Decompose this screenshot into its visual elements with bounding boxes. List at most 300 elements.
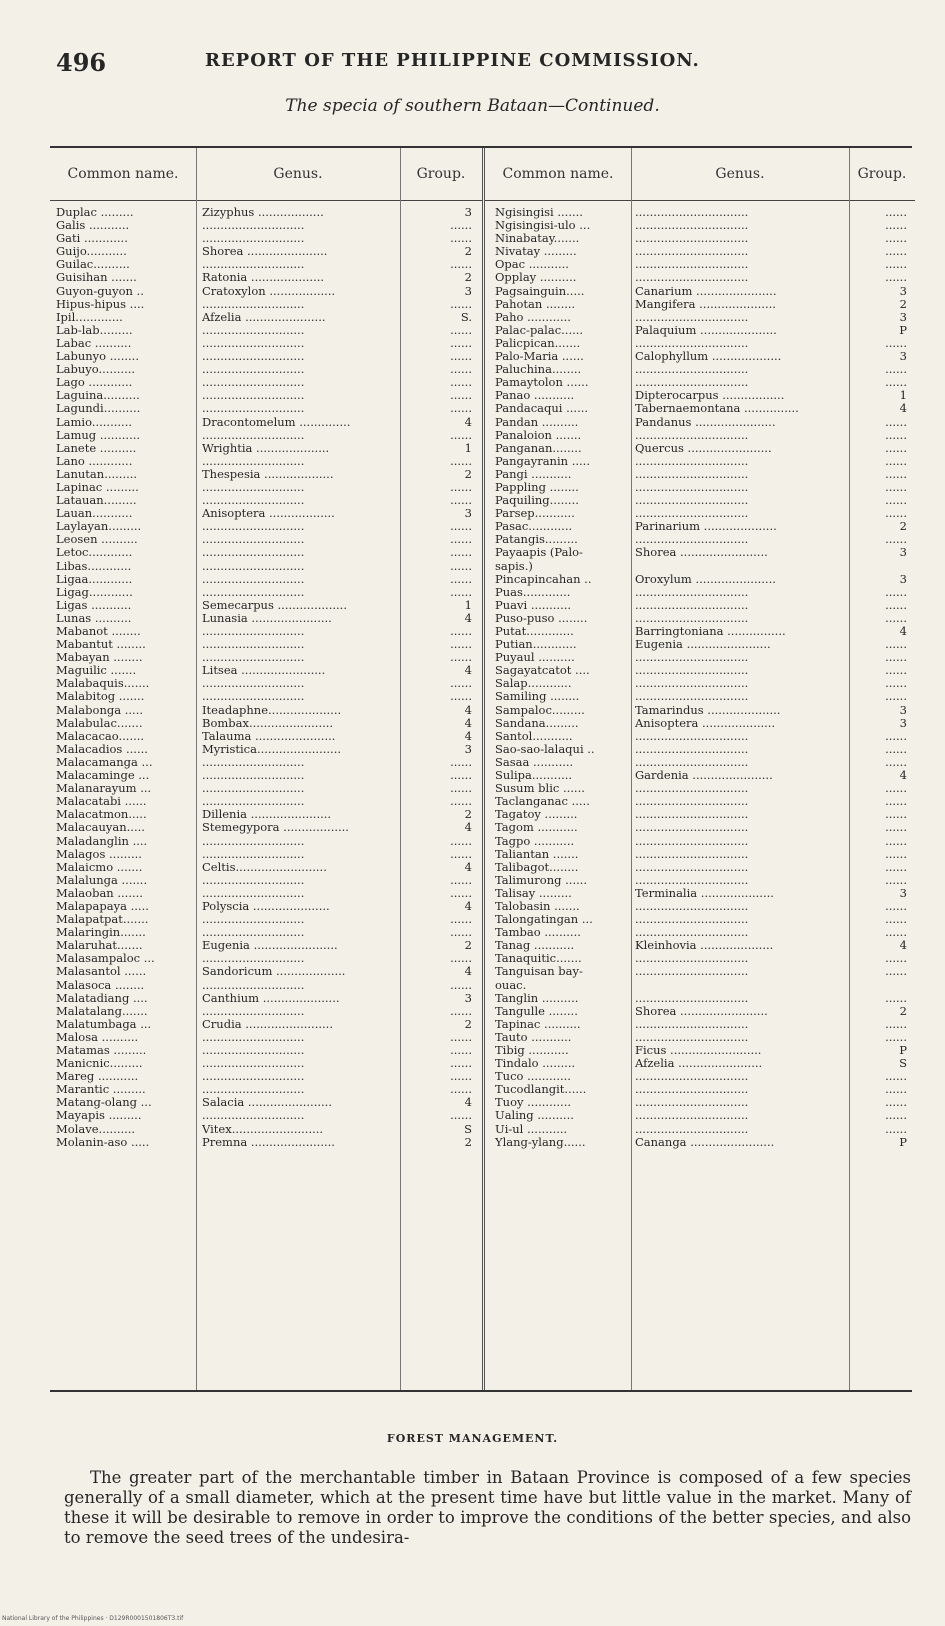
table-row bbox=[485, 219, 915, 232]
header-genus: Genus. bbox=[715, 166, 765, 182]
table-row bbox=[485, 795, 915, 808]
table-row bbox=[50, 468, 482, 481]
genus-cell: Quercus ....................... bbox=[635, 441, 772, 455]
common-name-cell: Panganan........ bbox=[495, 441, 582, 455]
genus-cell: ............................... bbox=[635, 232, 749, 246]
group-cell: 4 bbox=[464, 729, 472, 743]
table-row bbox=[50, 258, 482, 271]
table-row bbox=[50, 494, 482, 507]
table-row bbox=[50, 612, 482, 625]
common-name-cell: Malapatpat....... bbox=[56, 913, 149, 927]
page-number: 496 bbox=[56, 48, 107, 77]
common-name-cell: Malapapaya ..... bbox=[56, 899, 149, 913]
table-row bbox=[50, 586, 482, 599]
common-name-cell: Ngisingisi ....... bbox=[495, 206, 583, 219]
common-name-cell: Galis ........... bbox=[56, 219, 130, 233]
group-cell: ...... bbox=[885, 1017, 907, 1031]
genus-cell: ............................... bbox=[635, 611, 749, 625]
genus-cell: ............................ bbox=[202, 297, 305, 311]
group-cell: 4 bbox=[899, 939, 907, 953]
table-row bbox=[50, 992, 482, 1005]
common-name-cell: Ualing .......... bbox=[495, 1109, 574, 1123]
common-name-cell: Puavi ........... bbox=[495, 598, 572, 612]
group-cell: 2 bbox=[899, 1004, 907, 1018]
group-cell: 3 bbox=[899, 572, 907, 586]
group-cell: ...... bbox=[885, 271, 907, 285]
common-name-cell: Malaringin....... bbox=[56, 926, 146, 940]
table-row bbox=[485, 690, 915, 703]
common-name-cell: Puyaul .......... bbox=[495, 651, 575, 665]
group-cell: ...... bbox=[885, 821, 907, 835]
table-row bbox=[485, 232, 915, 245]
genus-cell: ............................... bbox=[635, 965, 749, 979]
table-row bbox=[50, 507, 482, 520]
genus-cell: ............................... bbox=[635, 991, 749, 1005]
genus-cell: Terminalia .................... bbox=[635, 886, 774, 900]
table-row bbox=[485, 324, 915, 337]
common-name-cell: Malacatmon..... bbox=[56, 808, 147, 822]
common-name-cell: Panao ........... bbox=[495, 389, 575, 403]
table-row bbox=[485, 599, 915, 612]
common-name-cell: Guilac.......... bbox=[56, 258, 130, 272]
genus-cell: Calophyllum ................... bbox=[635, 350, 782, 364]
genus-cell: ............................ bbox=[202, 978, 305, 992]
table-caption: The specia of southern Bataan—Continued. bbox=[285, 96, 660, 116]
table-row bbox=[485, 271, 915, 284]
common-name-cell: Ligaa............ bbox=[56, 572, 133, 586]
common-name-cell: Labunyo ........ bbox=[56, 350, 139, 364]
table-row bbox=[50, 677, 482, 690]
genus-cell: ............................ bbox=[202, 651, 305, 665]
genus-cell: ............................ bbox=[202, 638, 305, 652]
genus-cell: Zizyphus .................. bbox=[202, 206, 324, 219]
genus-cell: Parinarium .................... bbox=[635, 520, 777, 534]
table-row bbox=[485, 1031, 915, 1044]
group-cell: ...... bbox=[885, 1030, 907, 1044]
table-row bbox=[50, 416, 482, 429]
common-name-cell: Talobasin ....... bbox=[495, 899, 580, 913]
common-name-cell: Tagpo ........... bbox=[495, 834, 575, 848]
common-name-cell: Panaloion ....... bbox=[495, 428, 582, 442]
common-name-cell: Labuyo.......... bbox=[56, 363, 136, 377]
table-row bbox=[50, 926, 482, 939]
common-name-cell: Sampaloc......... bbox=[495, 703, 585, 717]
group-cell: ...... bbox=[885, 899, 907, 913]
table-row bbox=[485, 717, 915, 730]
common-name-cell: Ninabatay....... bbox=[495, 232, 580, 246]
genus-cell: ............................ bbox=[202, 1030, 305, 1044]
common-name-cell: Maladanglin .... bbox=[56, 834, 148, 848]
common-name-cell: Malabonga ..... bbox=[56, 703, 144, 717]
genus-cell: ............................ bbox=[202, 1070, 305, 1084]
group-cell: 3 bbox=[464, 991, 472, 1005]
group-cell: ...... bbox=[450, 651, 472, 665]
genus-cell: Crudia ........................ bbox=[202, 1017, 333, 1031]
table-row bbox=[485, 992, 915, 1005]
common-name-cell: Ui-ul ........... bbox=[495, 1122, 568, 1136]
genus-cell: ............................ bbox=[202, 454, 305, 468]
table-row bbox=[50, 1123, 482, 1136]
table-row bbox=[50, 717, 482, 730]
genus-cell: ............................... bbox=[635, 821, 749, 835]
table-row bbox=[50, 560, 482, 573]
table-row bbox=[50, 795, 482, 808]
group-cell: ...... bbox=[885, 690, 907, 704]
group-cell: ...... bbox=[885, 664, 907, 678]
genus-cell: Mangifera ..................... bbox=[635, 297, 776, 311]
table-row bbox=[50, 520, 482, 533]
genus-cell: Dillenia ...................... bbox=[202, 808, 332, 822]
table-row bbox=[50, 324, 482, 337]
common-name-cell: Lanete .......... bbox=[56, 441, 137, 455]
table-row bbox=[485, 848, 915, 861]
table-row bbox=[50, 298, 482, 311]
genus-cell: ............................... bbox=[635, 677, 749, 691]
common-name-cell: Malacacao....... bbox=[56, 729, 145, 743]
table-row bbox=[50, 887, 482, 900]
group-cell: ...... bbox=[450, 795, 472, 809]
genus-cell: Shorea ........................ bbox=[635, 1004, 768, 1018]
common-name-cell: Talibagot........ bbox=[495, 860, 579, 874]
table-row bbox=[485, 455, 915, 468]
table-row bbox=[50, 376, 482, 389]
common-name-cell: Pandacaqui ...... bbox=[495, 402, 589, 416]
genus-cell: ............................ bbox=[202, 585, 305, 599]
genus-cell: ............................... bbox=[635, 651, 749, 665]
common-name-cell: Malatalang....... bbox=[56, 1004, 148, 1018]
genus-cell: ............................... bbox=[635, 1083, 749, 1097]
genus-cell: ............................ bbox=[202, 363, 305, 377]
genus-cell: Eugenia ....................... bbox=[635, 638, 771, 652]
header-common-name: Common name. bbox=[502, 166, 614, 182]
table-row bbox=[485, 782, 915, 795]
table-row bbox=[50, 402, 482, 415]
genus-cell: Talauma ...................... bbox=[202, 729, 336, 743]
group-cell: ...... bbox=[885, 480, 907, 494]
genus-cell: ............................ bbox=[202, 376, 305, 390]
genus-cell: ............................ bbox=[202, 1083, 305, 1097]
group-cell: 2 bbox=[464, 1135, 472, 1149]
genus-cell: ............................ bbox=[202, 834, 305, 848]
common-name-cell: Salap............ bbox=[495, 677, 572, 691]
common-name-cell: Pappling ........ bbox=[495, 480, 579, 494]
genus-cell: Oroxylum ...................... bbox=[635, 572, 776, 586]
table-row bbox=[50, 311, 482, 324]
group-cell: ...... bbox=[885, 533, 907, 547]
table-row bbox=[50, 939, 482, 952]
group-cell: ...... bbox=[885, 467, 907, 481]
group-cell: ...... bbox=[885, 428, 907, 442]
common-name-cell: Malagos ......... bbox=[56, 847, 142, 861]
common-name-cell: Lauan........... bbox=[56, 507, 133, 521]
group-cell: ...... bbox=[885, 742, 907, 756]
common-name-cell: Ipil............. bbox=[56, 310, 123, 324]
group-cell: 3 bbox=[899, 310, 907, 324]
group-cell: ...... bbox=[885, 507, 907, 521]
table-row bbox=[50, 848, 482, 861]
group-cell: P bbox=[899, 323, 907, 337]
table-row bbox=[485, 1005, 915, 1018]
genus-cell: ............................ bbox=[202, 1044, 305, 1057]
common-name-cell: Pasac............ bbox=[495, 520, 573, 534]
table-row bbox=[485, 979, 915, 992]
common-name-cell: Tanaquitic....... bbox=[495, 952, 582, 966]
group-cell: ...... bbox=[885, 219, 907, 233]
group-cell: ...... bbox=[450, 886, 472, 900]
common-name-cell: Sulipa........... bbox=[495, 769, 573, 783]
common-name-cell: Tanag ........... bbox=[495, 939, 575, 953]
group-cell: 4 bbox=[464, 415, 472, 429]
table-row bbox=[485, 926, 915, 939]
genus-cell: Anisoptera .................. bbox=[202, 507, 335, 521]
genus-cell: ............................... bbox=[635, 507, 749, 521]
table-row bbox=[485, 861, 915, 874]
table-row bbox=[485, 651, 915, 664]
group-cell: S bbox=[899, 1057, 907, 1071]
group-cell: 2 bbox=[464, 245, 472, 259]
table-row bbox=[485, 743, 915, 756]
group-cell: ...... bbox=[450, 402, 472, 416]
table-row bbox=[50, 952, 482, 965]
common-name-cell: Malaoban ....... bbox=[56, 886, 143, 900]
genus-cell: ............................ bbox=[202, 533, 305, 547]
table-row bbox=[50, 455, 482, 468]
genus-cell: Anisoptera .................... bbox=[635, 716, 776, 730]
common-name-cell: Paquiling........ bbox=[495, 494, 579, 508]
common-name-cell: Malabulac....... bbox=[56, 716, 143, 730]
group-cell: ...... bbox=[450, 1070, 472, 1084]
common-name-cell: Laylayan......... bbox=[56, 520, 142, 534]
common-name-cell: Ligag............ bbox=[56, 585, 133, 599]
table-row bbox=[50, 690, 482, 703]
common-name-cell: Leosen .......... bbox=[56, 533, 138, 547]
table-row bbox=[50, 363, 482, 376]
table-row bbox=[50, 704, 482, 717]
group-cell: ...... bbox=[885, 1109, 907, 1123]
table-row bbox=[485, 560, 915, 573]
common-name-cell: Opac ........... bbox=[495, 258, 569, 272]
group-cell: ...... bbox=[885, 755, 907, 769]
group-cell: ...... bbox=[450, 1109, 472, 1123]
common-name-cell: Tuco ............ bbox=[495, 1070, 571, 1084]
group-cell: ...... bbox=[450, 873, 472, 887]
table-row bbox=[485, 1057, 915, 1070]
genus-cell: Thespesia ................... bbox=[202, 467, 334, 481]
genus-cell: Lunasia ...................... bbox=[202, 611, 332, 625]
genus-cell: ............................ bbox=[202, 755, 305, 769]
table-row bbox=[485, 1083, 915, 1096]
table-row bbox=[485, 638, 915, 651]
group-cell: 1 bbox=[464, 441, 472, 455]
table-row bbox=[50, 1109, 482, 1122]
common-name-cell: Malanarayum ... bbox=[56, 782, 152, 796]
genus-cell: ............................... bbox=[635, 847, 749, 861]
table-row bbox=[485, 494, 915, 507]
genus-cell: ............................ bbox=[202, 873, 305, 887]
table-row bbox=[485, 913, 915, 926]
genus-cell: Premna ....................... bbox=[202, 1135, 335, 1149]
genus-cell: Afzelia ....................... bbox=[635, 1057, 763, 1071]
group-cell: 2 bbox=[464, 467, 472, 481]
common-name-cell: Lanutan......... bbox=[56, 467, 138, 481]
group-cell: ...... bbox=[885, 651, 907, 665]
common-name-cell: Puso-puso ........ bbox=[495, 611, 588, 625]
common-name-cell: Matang-olang ... bbox=[56, 1096, 152, 1110]
group-cell: ...... bbox=[450, 1030, 472, 1044]
group-cell: ...... bbox=[450, 219, 472, 233]
group-cell: 2 bbox=[464, 1017, 472, 1031]
common-name-cell: Mabanot ........ bbox=[56, 625, 141, 638]
group-cell: ...... bbox=[885, 860, 907, 874]
table-row bbox=[485, 677, 915, 690]
genus-cell: ............................ bbox=[202, 677, 305, 691]
group-cell: ...... bbox=[450, 952, 472, 966]
group-cell: 4 bbox=[464, 965, 472, 979]
genus-cell: ............................... bbox=[635, 795, 749, 809]
table-row bbox=[50, 232, 482, 245]
common-name-cell: Sagayatcatot .... bbox=[495, 664, 590, 678]
table-row bbox=[485, 939, 915, 952]
genus-cell: ............................ bbox=[202, 1004, 305, 1018]
common-name-cell: Mareg ........... bbox=[56, 1070, 139, 1084]
genus-cell: ............................... bbox=[635, 952, 749, 966]
group-cell: ...... bbox=[450, 755, 472, 769]
common-name-cell: Ligas ........... bbox=[56, 598, 132, 612]
table-row bbox=[50, 835, 482, 848]
common-name-cell: Lano ............ bbox=[56, 454, 133, 468]
genus-cell: ............................... bbox=[635, 899, 749, 913]
table-row bbox=[50, 965, 482, 978]
common-name-cell: Malaruhat....... bbox=[56, 939, 143, 953]
genus-cell: ............................ bbox=[202, 1057, 305, 1071]
common-name-cell: Malasantol ...... bbox=[56, 965, 147, 979]
group-cell: ...... bbox=[450, 834, 472, 848]
table-row bbox=[50, 1057, 482, 1070]
group-cell: 4 bbox=[899, 769, 907, 783]
group-cell: ...... bbox=[885, 847, 907, 861]
species-table bbox=[50, 146, 912, 1392]
common-name-cell: Lab-lab......... bbox=[56, 323, 133, 337]
common-name-cell: Pincapincahan .. bbox=[495, 572, 592, 586]
genus-cell: ............................... bbox=[635, 1122, 749, 1136]
genus-cell: ............................... bbox=[635, 245, 749, 259]
group-cell: ...... bbox=[450, 494, 472, 508]
common-name-cell: Duplac ......... bbox=[56, 206, 134, 219]
genus-cell: ............................ bbox=[202, 219, 305, 233]
table-row bbox=[485, 952, 915, 965]
common-name-cell: Molanin-aso ..... bbox=[56, 1135, 150, 1149]
group-cell: 2 bbox=[464, 939, 472, 953]
common-name-cell: Lamug ........... bbox=[56, 428, 141, 442]
group-cell: ...... bbox=[450, 336, 472, 350]
common-name-cell: Malacatabi ...... bbox=[56, 795, 147, 809]
table-row bbox=[485, 900, 915, 913]
scan-footer: National Library of the Philippines · D129R0001501806T3.tif bbox=[2, 1615, 184, 1622]
group-cell: ...... bbox=[885, 795, 907, 809]
genus-cell: ............................ bbox=[202, 389, 305, 403]
group-cell: 3 bbox=[899, 886, 907, 900]
group-cell: ...... bbox=[885, 585, 907, 599]
common-name-cell: Libas............ bbox=[56, 559, 132, 573]
common-name-cell: Molave.......... bbox=[56, 1122, 136, 1136]
table-row bbox=[50, 756, 482, 769]
genus-cell: Gardenia ...................... bbox=[635, 769, 773, 783]
common-name-cell: Parsep........... bbox=[495, 507, 575, 521]
common-name-cell: Tambao .......... bbox=[495, 926, 581, 940]
group-cell: ...... bbox=[885, 991, 907, 1005]
table-row bbox=[50, 573, 482, 586]
table-row bbox=[485, 350, 915, 363]
group-cell: ...... bbox=[885, 245, 907, 259]
group-cell: ...... bbox=[450, 323, 472, 337]
common-name-cell: Putat............. bbox=[495, 625, 574, 638]
genus-cell: Celtis......................... bbox=[202, 860, 327, 874]
common-name-cell: Santol........... bbox=[495, 729, 573, 743]
table-row bbox=[485, 337, 915, 350]
genus-cell: ............................ bbox=[202, 402, 305, 416]
table-row bbox=[485, 298, 915, 311]
genus-cell: ............................ bbox=[202, 952, 305, 966]
genus-cell: Wrightia .................... bbox=[202, 441, 330, 455]
group-cell: ...... bbox=[450, 847, 472, 861]
group-cell: ...... bbox=[450, 480, 472, 494]
table-row bbox=[485, 520, 915, 533]
group-cell: ...... bbox=[450, 1083, 472, 1097]
table-row bbox=[50, 337, 482, 350]
genus-cell: ............................ bbox=[202, 480, 305, 494]
genus-cell: Tamarindus .................... bbox=[635, 703, 781, 717]
genus-cell: Dipterocarpus ................. bbox=[635, 389, 785, 403]
table-row bbox=[50, 285, 482, 298]
genus-cell: ............................... bbox=[635, 363, 749, 377]
table-row bbox=[485, 704, 915, 717]
common-name-cell: Palicpican....... bbox=[495, 336, 581, 350]
common-name-cell: Ngisingisi-ulo ... bbox=[495, 219, 591, 233]
table-row bbox=[50, 900, 482, 913]
common-name-cell: Pahotan ........ bbox=[495, 297, 576, 311]
genus-cell: ............................... bbox=[635, 258, 749, 272]
body-paragraph: The greater part of the merchantable timber in Bataan Province is composed of a few species generally of a small diameter, which at the present time have but little value in the market. Many of these it will be desirable to remove in order to improve the conditions of the better species, and also to remove the seed trees of the undesira- bbox=[64, 1468, 911, 1547]
table-row bbox=[50, 743, 482, 756]
common-name-cell: Lagundi.......... bbox=[56, 402, 141, 416]
genus-cell: ............................... bbox=[635, 467, 749, 481]
group-cell: 4 bbox=[464, 860, 472, 874]
group-cell: ...... bbox=[450, 1044, 472, 1057]
group-cell: 4 bbox=[899, 402, 907, 416]
table-row bbox=[485, 756, 915, 769]
genus-cell: ............................... bbox=[635, 454, 749, 468]
table-row bbox=[485, 402, 915, 415]
genus-cell: ............................... bbox=[635, 219, 749, 233]
table-row bbox=[50, 442, 482, 455]
genus-cell: Vitex......................... bbox=[202, 1122, 324, 1136]
genus-cell: ............................... bbox=[635, 690, 749, 704]
group-cell: 3 bbox=[899, 546, 907, 560]
common-name-cell: Tindalo ......... bbox=[495, 1057, 576, 1071]
group-cell: S. bbox=[460, 310, 472, 324]
group-cell: ...... bbox=[885, 1083, 907, 1097]
common-name-cell: Maguilic ....... bbox=[56, 664, 137, 678]
common-name-cell: Tanglin .......... bbox=[495, 991, 579, 1005]
common-name-cell: Tangulle ........ bbox=[495, 1004, 578, 1018]
genus-cell: ............................... bbox=[635, 598, 749, 612]
table-row bbox=[485, 245, 915, 258]
table-row bbox=[485, 808, 915, 821]
table-row bbox=[485, 586, 915, 599]
genus-cell: ............................ bbox=[202, 795, 305, 809]
genus-cell: ............................ bbox=[202, 232, 305, 246]
genus-cell: ............................... bbox=[635, 206, 749, 219]
